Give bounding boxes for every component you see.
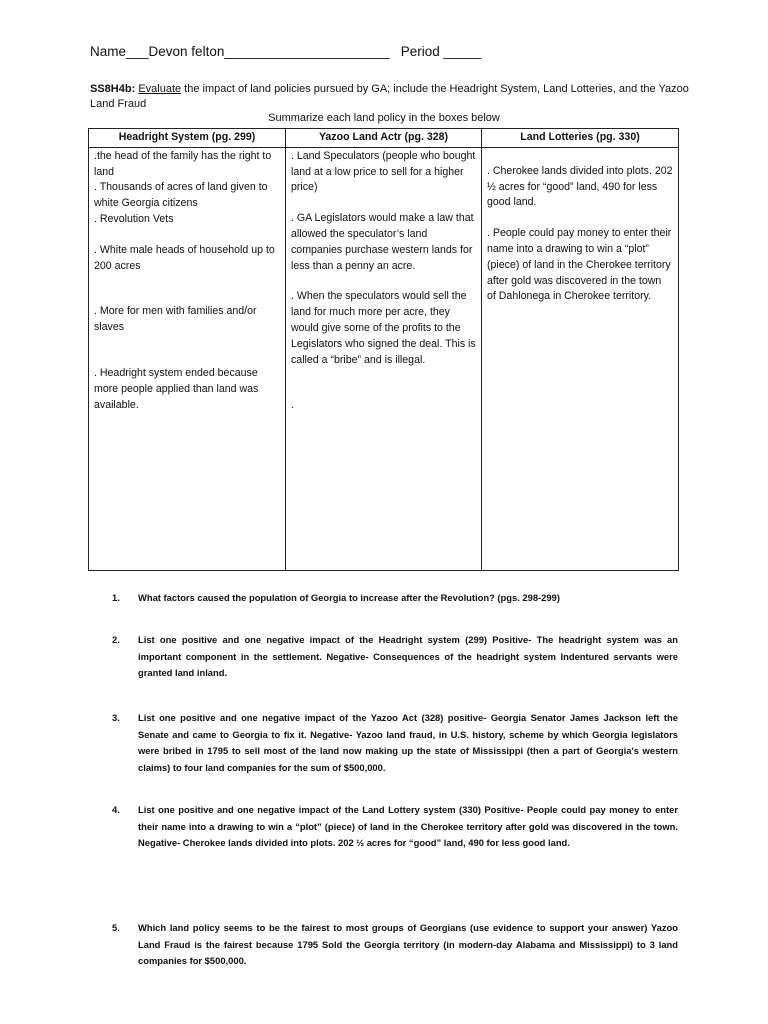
question-text: List one positive and one negative impact of the Headright system (299) Positive- The headright system was an important component in the settlement. Negative- Consequences of the headright system Indentured servants were granted land inland. [138,634,678,678]
cell-yazoo [286,147,482,570]
question-text: List one positive and one negative impact of the Land Lottery system (330) Positive- People could pay money to enter their name into a drawing to win a “plot” (piece) of land in the Cherokee territory after gold was discovered in the town. Negative- Cherokee lands divided into plots. 202 ½ acres for “good” land, 490 for less good land. [138,804,678,848]
question-number: 3. [112,712,120,723]
standard-statement [90,82,690,112]
question-text: What factors caused the population of Georgia to increase after the Revolution? (pgs. 298-299) [138,592,560,603]
question-number: 4. [112,804,120,815]
cell-land-lotteries [482,147,679,570]
yazoo-note: . Land Speculators (people who bought land at a low price to sell for a higher price) [291,149,476,194]
question-text: Which land policy seems to be the fairest to most groups of Georgians (use evidence to support your answer) Yazoo Land Fraud is the fairest because 1795 Sold the Georgia territory (in modern-day Alabama and Mississippi) to 3 land companies for $500,000. [138,922,678,966]
table-row [89,147,679,570]
standard-text: the impact of land policies pursued by GA; include the Headright System, Land Lotteries, and the Yazoo Land Fraud [90,83,689,110]
question-number: 1. [112,592,120,603]
question-number: 2. [112,634,120,645]
yazoo-note: . When the speculators would sell the land for much more per acre, they would give some of the profits to the Legislators who signed the deal. This is called a “bribe” and is illegal. [291,290,476,366]
question-item [112,590,678,607]
headright-note: . Thousands of acres of land given to white Georgia citizens [94,181,268,210]
table-instruction: Summarize each land policy in the boxes below [268,112,500,124]
header-yazoo: Yazoo Land Actr (pg. 328) [286,129,482,148]
headright-note: . White male heads of household up to 200 acres [94,243,275,272]
headright-note: .the head of the family has the right to land [94,149,272,178]
cell-headright [89,147,286,570]
yazoo-note: . GA Legislators would make a law that allowed the speculator’s land companies purchase western lands for less than a penny an acre. [291,212,474,272]
headright-note: . More for men with families and/or slaves [94,305,257,334]
land-policy-table [88,128,679,571]
header-land-lotteries: Land Lotteries (pg. 330) [482,129,679,148]
name-period-line: Name___Devon felton______________________ Period _____ [90,44,482,59]
standard-colon: : [131,83,136,95]
question-text: List one positive and one negative impact of the Yazoo Act (328) positive- Georgia Senator James Jackson left the Senate and came to Georgia to fix it. Negative- Yazoo land fraud, in U.S. history, scheme by which Georgia legislators were bribed in 1795 to sell most of the land now making up the state of Mississippi (then a part of Georgia's western claims) to four land companies for the sum of $500,000. [138,712,678,773]
headright-note: . Headright system ended because more people applied than land was available. [94,366,259,411]
lottery-note: . Cherokee lands divided into plots. 202 ½ acres for “good” land, 490 for less good land. [487,164,673,209]
question-item [112,632,678,682]
question-item [112,920,678,970]
standard-verb: Evaluate [138,83,182,95]
question-number: 5. [112,922,120,933]
standard-code: SS8H4b [90,83,132,95]
question-item [112,802,678,852]
question-item [112,710,678,776]
lottery-note: . People could pay money to enter their name into a drawing to win a “plot” (piece) of land in the Cherokee territory after gold was discovered in the town of Dahlonega in Cherokee territory. [487,227,672,303]
headright-note: . Revolution Vets [94,212,174,225]
header-headright: Headright System (pg. 299) [89,129,286,148]
table-header-row [89,129,679,148]
yazoo-note: . [291,399,294,412]
